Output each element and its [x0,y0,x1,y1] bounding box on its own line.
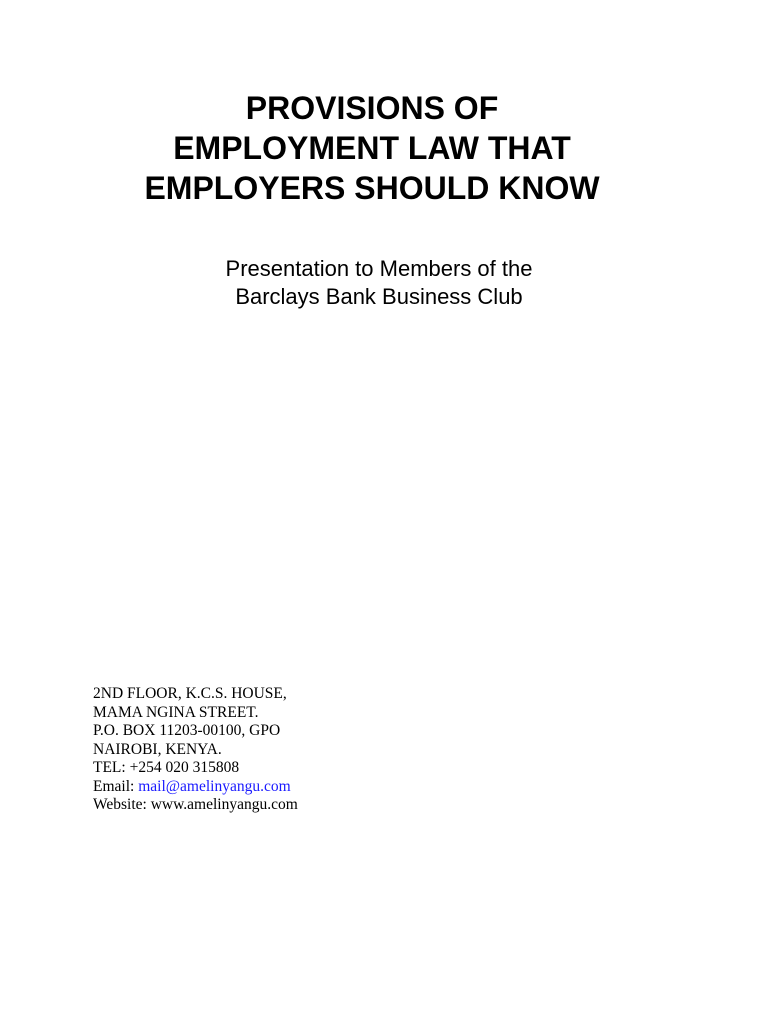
subtitle-line-1: Presentation to Members of the [225,256,533,281]
email-label: Email: [93,777,139,795]
document-subtitle [0,255,758,311]
address-line-telephone: TEL: +254 020 315808 [93,759,240,776]
address-line-website: Website: www.amelinyangu.com [93,796,298,813]
address-block [93,685,298,815]
title-line-1: PROVISIONS OF [245,90,499,126]
subtitle-line-2: Barclays Bank Business Club [235,284,523,309]
title-line-3: EMPLOYERS SHOULD KNOW [144,170,600,206]
title-line-2: EMPLOYMENT LAW THAT [173,130,571,166]
address-line-po-box: P.O. BOX 11203-00100, GPO [93,722,281,739]
address-line-floor: 2ND FLOOR, K.C.S. HOUSE, [93,685,287,702]
document-title [0,88,744,208]
address-line-street: MAMA NGINA STREET. [93,703,259,721]
address-line-city: NAIROBI, KENYA. [93,740,222,758]
address-line-email [93,778,298,797]
email-link[interactable]: mail@amelinyangu.com [138,777,291,795]
